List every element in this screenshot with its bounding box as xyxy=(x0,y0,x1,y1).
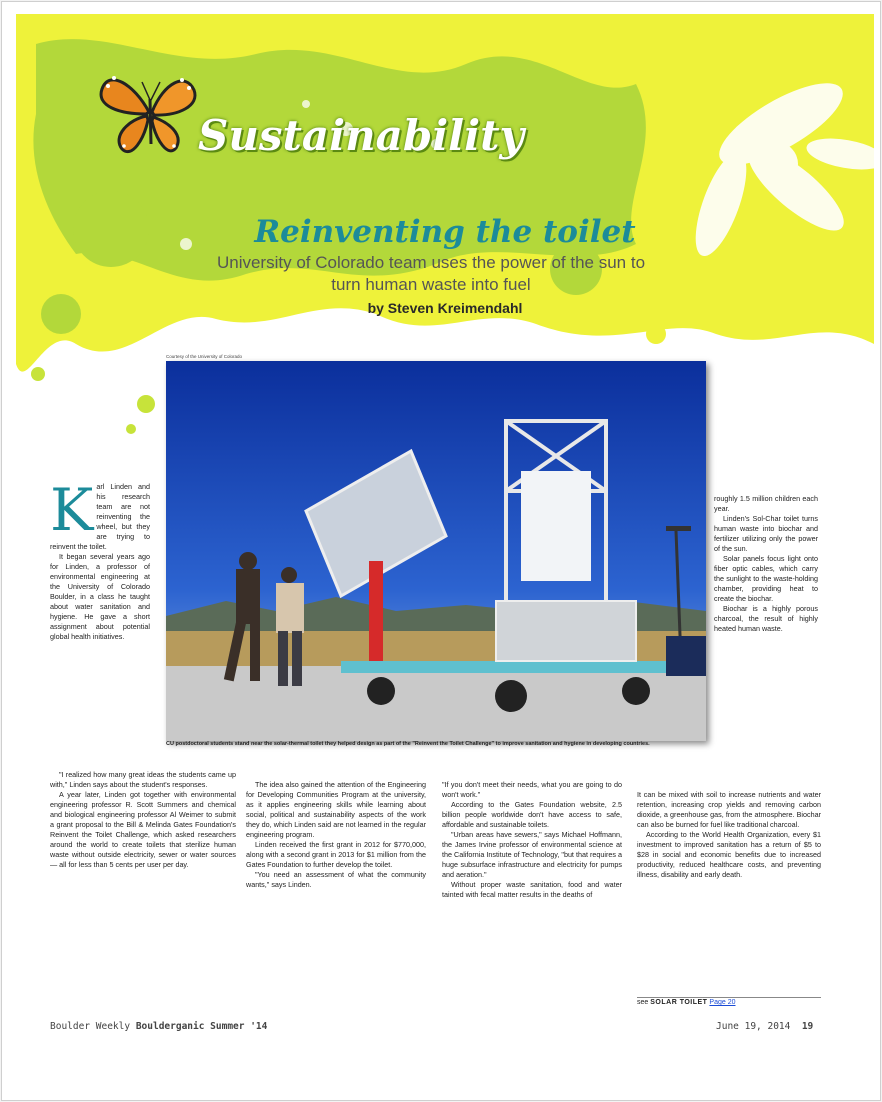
paragraph: "I realized how many great ideas the students came up with," Linden says about the student's responses. xyxy=(50,770,236,789)
paragraph: It began several years ago for Linden, a professor of environmental engineering at the University of Colorado Boulder, in a class he taught about water sanitation and hygiene. He gave a short assignment about potential global health initiatives. xyxy=(50,552,150,641)
paragraph: "If you don't meet their needs, what you are going to do won't work." xyxy=(442,780,622,799)
paragraph: arl Linden and his research team are not reinventing the wheel, but they are trying to reinvent the toilet. xyxy=(50,482,150,551)
magazine-page xyxy=(16,14,874,1092)
article-headline: Reinventing the toilet xyxy=(254,214,636,250)
issue-date: June 19, 2014 xyxy=(716,1021,791,1032)
see-prefix: see xyxy=(637,999,649,1006)
article-subhead: University of Colorado team uses the power of the sun to turn human waste into fuel xyxy=(216,253,646,294)
paragraph: Biochar is a highly porous charcoal, the result of highly heated human waste. xyxy=(714,604,818,633)
article-column-3 xyxy=(442,780,622,900)
paragraph: According to the World Health Organization, every $1 investment to improved sanitation has a return of $5 to $28 in social and economic benefits due to increased productivity, reduced healthcare costs, and preventing illness, disability and early death. xyxy=(637,830,821,879)
paragraph: A year later, Linden got together with environmental engineering professor R. Scott Summers and chemical and biological engineering professor Al Weimer to submit a grant proposal to the Bill & Melinda Gates Foundation's Reinvent the Toilet Challenge, which asked researchers around the world to create toilets that sterilize human waste without outside electricity, sewer or water sources — all for less than 5 cents per user per day. xyxy=(50,790,236,869)
issue-name: Boulderganic Summer '14 xyxy=(135,1021,268,1032)
photo-caption: CU postdoctoral students stand near the solar-thermal toilet they helped design as part of the "Reinvent the Toilet Challenge" to improve sanitation and hygiene in developing countries. xyxy=(166,741,650,747)
footer-publication xyxy=(50,1021,267,1032)
paragraph: "You need an assessment of what the community wants," says Linden. xyxy=(246,870,426,889)
article-column-1 xyxy=(50,476,150,642)
page-number: 19 xyxy=(801,1021,814,1032)
article-photo xyxy=(166,361,706,741)
page-jump-link[interactable]: Page 20 xyxy=(709,999,736,1006)
article-column-1-bottom xyxy=(50,770,236,870)
document-frame xyxy=(1,1,881,1101)
article-column-4 xyxy=(714,494,818,634)
publication-name: Boulder Weekly xyxy=(50,1021,131,1032)
footer-date-page xyxy=(716,1021,813,1032)
see-also-jump xyxy=(637,997,821,1006)
butterfly-icon xyxy=(94,64,204,159)
paragraph: According to the Gates Foundation website, 2.5 billion people worldwide don't have access to safe, affordable and sustainable toilets. xyxy=(442,800,622,829)
paragraph: Solar panels focus light onto fiber optic cables, which carry the sunlight to the waste-holding chamber, providing heat to create the biochar. xyxy=(714,554,818,603)
article-column-2 xyxy=(246,780,426,890)
paragraph: The idea also gained the attention of the Engineering for Developing Communities Program at the university, as it applies engineering skills while learning about social, political and sustainability aspects of the work they do, which Linden said are not learned in the regular engineering program. xyxy=(246,780,426,839)
photo-credit: Courtesy of the University of Colorado xyxy=(166,354,243,359)
paragraph: Linden's Sol-Char toilet turns human waste into biochar and fertilizer utilizing only the power of the sun. xyxy=(714,514,818,553)
paragraph: "Urban areas have sewers," says Michael Hoffmann, the James Irvine professor of environmental science at the California Institute of Technology, "but that requires a huge subsurface infrastructure and electricity for pumps and aeration." xyxy=(442,830,622,879)
drop-cap: K xyxy=(50,476,94,544)
paragraph: roughly 1.5 million children each year. xyxy=(714,494,818,513)
paragraph: It can be mixed with soil to increase nutrients and water retention, increasing crop yields and removing carbon dioxide, a greenhouse gas, from the atmosphere. Biochar can also be burned for fuel like traditional charcoal. xyxy=(637,790,821,829)
see-label: SOLAR TOILET xyxy=(650,999,708,1006)
section-title: Sustainability xyxy=(198,111,524,160)
paragraph: Linden received the first grant in 2012 for $770,000, along with a second grant in 2013 for $1 million from the Gates Foundation to further develop the toilet. xyxy=(246,840,426,869)
byline: by Steven Kreimendahl xyxy=(367,300,523,316)
article-column-4-bottom xyxy=(637,790,821,880)
paragraph: Without proper waste sanitation, food and water tainted with fecal matter results in the deaths of xyxy=(442,880,622,899)
solar-toilet-photo xyxy=(166,361,706,741)
